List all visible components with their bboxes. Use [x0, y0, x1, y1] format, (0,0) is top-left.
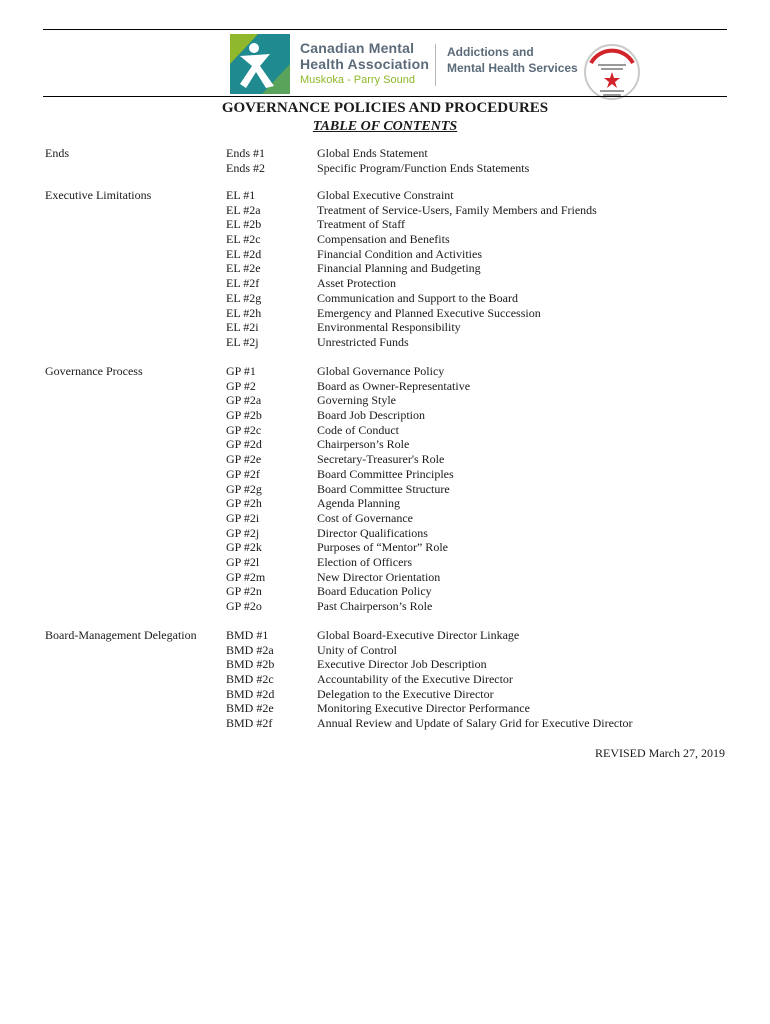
org-branch: Muskoka - Parry Sound: [300, 74, 415, 86]
toc-desc: Annual Review and Update of Salary Grid for Executive Director: [317, 716, 633, 731]
toc-row: [0, 335, 770, 350]
toc-code: EL #2g: [226, 290, 262, 305]
toc-desc: Board Job Description: [317, 408, 425, 423]
toc-code: EL #2h: [226, 305, 262, 320]
toc-code: GP #2b: [226, 408, 262, 423]
toc-desc: Secretary-Treasurer's Role: [317, 452, 445, 467]
toc-row: [0, 511, 770, 526]
toc-desc: Board Education Policy: [317, 584, 432, 599]
toc-row: [0, 364, 770, 379]
toc-desc: Asset Protection: [317, 276, 396, 291]
toc-code: GP #2: [226, 378, 256, 393]
toc-desc: Director Qualifications: [317, 525, 428, 540]
header-rule: [43, 96, 727, 97]
toc-desc: Unity of Control: [317, 642, 397, 657]
toc-row: [0, 452, 770, 467]
section-label: Executive Limitations: [45, 188, 152, 202]
toc-row: [0, 379, 770, 394]
toc-row: [0, 496, 770, 511]
toc-desc: Executive Director Job Description: [317, 657, 487, 672]
toc-code: EL #2e: [226, 261, 261, 276]
toc-row: [0, 232, 770, 247]
toc-desc: Treatment of Service-Users, Family Members and Friends: [317, 202, 597, 217]
section-rows: [0, 146, 770, 175]
toc-row: [0, 203, 770, 218]
toc-code: BMD #1: [226, 628, 269, 642]
amhs-line1: Addictions and: [447, 45, 534, 59]
toc-desc: Global Executive Constraint: [317, 188, 454, 202]
toc-code: EL #2b: [226, 217, 262, 232]
toc-code: EL #2f: [226, 276, 260, 291]
toc-row: [0, 408, 770, 423]
org-name: [300, 40, 429, 86]
toc-desc: Election of Officers: [317, 554, 413, 569]
toc-desc: Cost of Governance: [317, 510, 413, 525]
toc-row: [0, 276, 770, 291]
toc-row: [0, 320, 770, 335]
toc-row: [0, 306, 770, 321]
toc-code: GP #2m: [226, 569, 266, 584]
toc-desc: Past Chairperson’s Role: [317, 599, 433, 613]
page-title: GOVERNANCE POLICIES AND PROCEDURES: [221, 100, 549, 116]
toc-code: GP #2i: [226, 510, 260, 525]
section-label: Board-Management Delegation: [45, 628, 197, 642]
toc-row: [0, 672, 770, 687]
toc-desc: Compensation and Benefits: [317, 232, 450, 247]
toc-desc: Monitoring Executive Director Performance: [317, 701, 530, 716]
section-rows: [0, 188, 770, 350]
toc-desc: Emergency and Planned Executive Succession: [317, 305, 541, 320]
toc-desc: Governing Style: [317, 393, 396, 408]
toc-code: GP #2e: [226, 452, 262, 467]
page-subtitle: TABLE OF CONTENTS: [312, 119, 458, 134]
toc-code: EL #2c: [226, 232, 261, 247]
toc-code: GP #2o: [226, 599, 262, 613]
cmha-logo-icon: [230, 34, 290, 94]
toc-row: [0, 217, 770, 232]
toc-row: [0, 437, 770, 452]
toc-desc: Chairperson’s Role: [317, 437, 410, 452]
toc-desc: Delegation to the Executive Director: [317, 686, 494, 701]
toc-code: GP #2a: [226, 393, 262, 408]
toc-desc: Global Ends Statement: [317, 146, 428, 160]
toc-code: EL #1: [226, 188, 256, 202]
toc-code: GP #2c: [226, 422, 262, 437]
toc-code: BMD #2f: [226, 716, 273, 731]
section-label: Ends: [45, 146, 69, 160]
section-label: Governance Process: [45, 364, 143, 378]
toc-desc: Treatment of Staff: [317, 217, 405, 232]
toc-desc: Specific Program/Function Ends Statements: [317, 160, 530, 175]
toc-row: [0, 261, 770, 276]
toc-code: EL #2j: [226, 334, 259, 349]
amhs-line2: Mental Health Services: [447, 61, 578, 75]
toc-code: GP #2j: [226, 525, 260, 540]
toc-code: GP #2d: [226, 437, 262, 452]
revised-date: REVISED March 27, 2019: [595, 746, 725, 760]
toc-row: [0, 657, 770, 672]
toc-code: GP #2f: [226, 466, 260, 481]
toc-code: BMD #2c: [226, 672, 274, 687]
toc-desc: Board Committee Structure: [317, 481, 450, 496]
toc-row: [0, 393, 770, 408]
toc-desc: Financial Planning and Budgeting: [317, 261, 481, 276]
toc-row: [0, 628, 770, 643]
toc-row: [0, 687, 770, 702]
toc-row: [0, 540, 770, 555]
toc-row: [0, 599, 770, 614]
toc-desc: New Director Orientation: [317, 569, 441, 584]
toc-row: [0, 161, 770, 176]
toc-desc: Communication and Support to the Board: [317, 290, 518, 305]
org-name-line2: Health Association: [300, 56, 430, 72]
toc-code: Ends #1: [226, 146, 265, 160]
toc-desc: Board as Owner-Representative: [317, 378, 471, 393]
toc-row: [0, 701, 770, 716]
toc-row: [0, 584, 770, 599]
toc-row: [0, 570, 770, 585]
toc-row: [0, 291, 770, 306]
toc-desc: Purposes of “Mentor” Role: [317, 540, 448, 555]
toc-code: EL #2d: [226, 246, 262, 261]
toc-code: GP #1: [226, 364, 256, 378]
top-rule: [43, 29, 727, 30]
toc-desc: Global Governance Policy: [317, 364, 445, 378]
toc-code: EL #2i: [226, 320, 259, 335]
toc-row: [0, 188, 770, 203]
toc-row: [0, 643, 770, 658]
toc-code: BMD #2b: [226, 657, 275, 672]
toc-row: [0, 526, 770, 541]
toc-desc: Environmental Responsibility: [317, 320, 461, 335]
toc-row: [0, 423, 770, 438]
toc-code: GP #2l: [226, 554, 260, 569]
toc-code: GP #2n: [226, 584, 262, 599]
org-name-line1: Canadian Mental: [300, 40, 415, 56]
section-rows: [0, 628, 770, 731]
toc-row: [0, 555, 770, 570]
toc-row: [0, 247, 770, 262]
toc-row: [0, 716, 770, 731]
toc-code: EL #2a: [226, 202, 261, 217]
toc-desc: Board Committee Principles: [317, 466, 454, 481]
toc-desc: Code of Conduct: [317, 422, 399, 437]
toc-row: [0, 146, 770, 161]
toc-desc: Unrestricted Funds: [317, 334, 409, 349]
toc-code: BMD #2d: [226, 686, 275, 701]
toc-code: GP #2g: [226, 481, 262, 496]
section-rows: [0, 364, 770, 614]
toc-code: Ends #2: [226, 160, 265, 175]
toc-code: BMD #2e: [226, 701, 274, 716]
toc-desc: Accountability of the Executive Director: [317, 672, 513, 687]
toc-desc: Agenda Planning: [317, 496, 400, 511]
header-divider: [435, 44, 436, 86]
toc-row: [0, 467, 770, 482]
accreditation-seal-icon: [583, 43, 641, 101]
toc-code: BMD #2a: [226, 642, 274, 657]
amhs-name: [447, 44, 578, 76]
toc-code: GP #2h: [226, 496, 262, 511]
toc-row: [0, 482, 770, 497]
toc-desc: Financial Condition and Activities: [317, 246, 482, 261]
toc-desc: Global Board-Executive Director Linkage: [317, 628, 520, 642]
toc-code: GP #2k: [226, 540, 262, 555]
